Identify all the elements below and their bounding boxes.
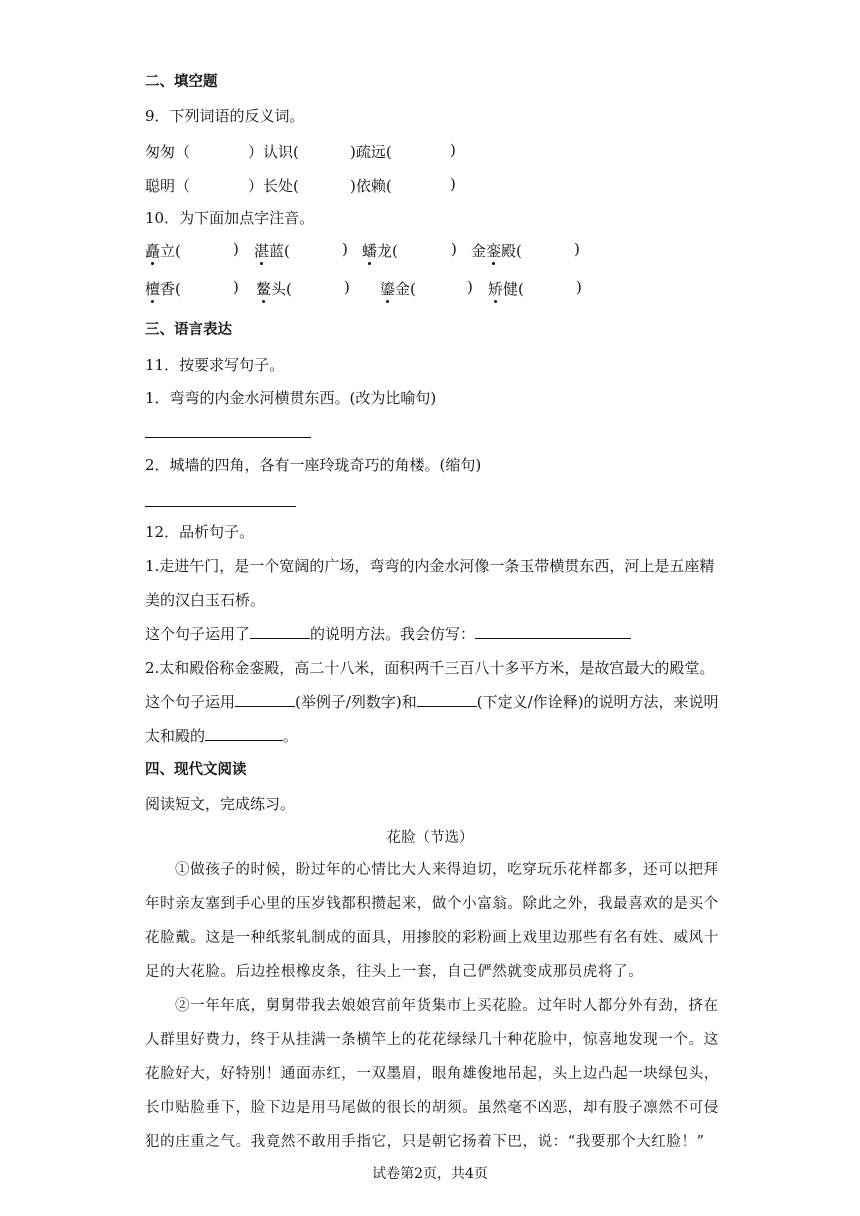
q9-r2-item-2: ）长处(	[248, 177, 299, 195]
passage-line: 长巾贴脸垂下，脸下边是用马尾做的很长的胡须。虽然毫不凶恶，却有股子凛然不可侵	[145, 1100, 719, 1116]
q12-blank-3[interactable]	[417, 692, 477, 707]
q9-r1-item-2: ）认识(	[248, 143, 299, 161]
q9-r1-item-3: )疏远(	[350, 143, 392, 161]
q9-r1-item-1: 匆匆（	[145, 143, 191, 161]
q10-r1-item-1: 矗立(	[145, 242, 181, 260]
passage-line: ①做孩子的时候，盼过年的心情比大人来得迫切，吃穿玩乐花样都多，还可以把拜	[175, 862, 719, 878]
passage-line: 花脸戴。这是一种纸浆轧制成的面具，用掺胶的彩粉画上戏里边那些有名有姓、威风十	[145, 930, 719, 946]
q12-blank-4[interactable]	[205, 726, 283, 741]
passage-line: 足的大花脸。后边拴根橡皮条，往头上一套，自己俨然就变成那员虎将了。	[145, 964, 644, 980]
answer-line-11-1[interactable]	[145, 437, 311, 438]
answer-line-11-2[interactable]	[145, 506, 296, 507]
q10-r1-close-4: )	[574, 240, 580, 258]
section-heading-fill-blank: 二、填空题	[145, 74, 218, 90]
reading-intro: 阅读短文，完成练习。	[145, 795, 296, 813]
q10-r2-item-3: 鎏金(	[380, 280, 416, 298]
question-11-sub-2: 2．城墙的四角，各有一座玲珑奇巧的角楼。(缩句)	[145, 456, 482, 474]
passage-line: 人群里好费力，终于从挂满一条横竿上的花花绿绿几十种花脸中，惊喜地发现一个。这	[145, 1032, 719, 1048]
q9-r2-item-3: )依赖(	[350, 177, 392, 195]
q10-r2-close-1: )	[233, 278, 239, 296]
section-heading-modern-reading: 四、现代文阅读	[145, 762, 247, 778]
q12-sentence-2: 2.太和殿俗称金銮殿，高二十八米，面积两千三百八十多平方米，是故宫最大的殿堂。	[145, 659, 715, 677]
q12-blank-2[interactable]	[235, 692, 295, 707]
q9-r1-item-4: )	[450, 141, 456, 159]
q10-r2-close-3: )	[467, 278, 473, 296]
q10-r2-close-4: )	[576, 278, 582, 296]
q12-sentence-1-question: 这个句子运用了 的说明方法。我会仿写：	[145, 624, 631, 644]
section-heading-language-expression: 三、语言表达	[145, 322, 232, 338]
q12-sentence-2-question-cont: 太和殿的 。	[145, 727, 299, 745]
question-9-stem: 9．下列词语的反义词。	[145, 107, 305, 125]
question-11-sub-1: 1．弯弯的内金水河横贯东西。(改为比喻句)	[145, 389, 437, 407]
passage-line: 花脸好大，好特别！通面赤红，一双墨眉，眼角雄俊地吊起，头上边凸起一块绿包头，	[145, 1066, 719, 1082]
question-11-stem: 11．按要求写句子。	[145, 356, 285, 374]
page-footer: 试卷第2页，共4页	[372, 1166, 488, 1182]
q10-r2-item-1: 檀香(	[145, 280, 181, 298]
q10-r1-close-1: )	[233, 240, 239, 258]
q12-blank-imitate[interactable]	[475, 624, 631, 639]
q10-r2-item-2: 鳌头(	[256, 280, 292, 298]
q9-r2-item-4: )	[450, 175, 456, 193]
q10-r2-close-2: )	[344, 278, 350, 296]
q10-r1-item-4: 金銮殿(	[471, 242, 522, 260]
q10-r1-item-3: 蟠龙(	[362, 242, 398, 260]
passage-line: 年时亲友塞到手心里的压岁钱都积攒起来，做个小富翁。除此之外，我最喜欢的是买个	[145, 896, 719, 912]
passage-line: 犯的庄重之气。我竟然不敢用手指它，只是朝它扬着下巴，说：“我要那个大红脸！”	[145, 1134, 705, 1150]
q9-r2-item-1: 聪明（	[145, 177, 191, 195]
q12-sentence-1-line-2: 美的汉白玉石桥。	[145, 591, 266, 609]
q12-blank-1[interactable]	[250, 624, 310, 639]
passage-line: ②一年年底，舅舅带我去娘娘宫前年货集市上买花脸。过年时人都分外有劲，挤在	[175, 998, 719, 1014]
q12-sentence-1-line-1: 1.走进午门，是一个宽阔的广场，弯弯的内金水河像一条玉带横贯东西，河上是五座精	[145, 557, 715, 575]
question-12-stem: 12．品析句子。	[145, 523, 255, 541]
question-10-stem: 10．为下面加点字注音。	[145, 209, 315, 227]
passage-title: 花脸（节选）	[386, 830, 474, 846]
q10-r1-close-2: )	[342, 240, 348, 258]
q10-r2-item-4: 矫健(	[488, 280, 524, 298]
q10-r1-close-3: )	[451, 240, 457, 258]
q10-r1-item-2: 湛蓝(	[254, 242, 290, 260]
q12-sentence-2-question: 这个句子运用 (举例子/列数字)和 (下定义/作诠释)的说明方法，来说明	[145, 693, 719, 711]
